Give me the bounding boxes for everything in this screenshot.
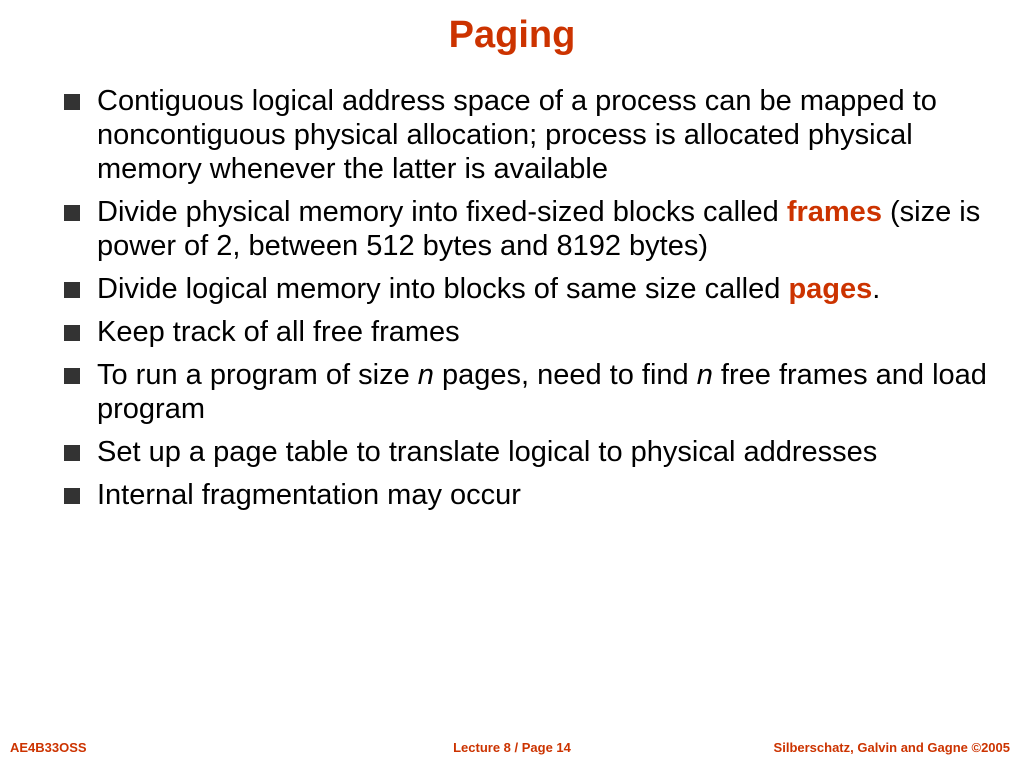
bullet-text: (size is power of 2, between 512 bytes and 8192 bytes) [97,196,981,262]
bullet-text: Contiguous logical address space of a process can be mapped to noncontiguous physical allocation; process is allocated physical memory whenever the latter is available [97,85,937,185]
bullet-text: free frames and load program [97,359,987,425]
square-bullet-icon [64,94,80,110]
footer-course-code: AE4B33OSS [10,740,87,755]
bullet-text: . [872,273,881,305]
italic-variable-n: n [417,359,434,391]
bullet-item-2 [62,195,992,263]
slide-title: Paging [448,14,576,56]
bullet-text: Set up a page table to translate logical to physical addresses [97,436,878,468]
bullet-item-3 [62,272,992,306]
square-bullet-icon [64,325,80,341]
bullet-item-1 [62,84,992,186]
footer-page-number: Lecture 8 / Page 14 [453,740,571,755]
footer-copyright: Silberschatz, Galvin and Gagne ©2005 [773,740,1010,755]
bullet-text: Internal fragmentation may occur [97,479,521,511]
square-bullet-icon [64,205,80,221]
bullet-item-7 [62,478,992,512]
highlight-term-frames: frames [786,196,882,228]
bullet-text: Keep track of all free frames [97,316,460,348]
square-bullet-icon [64,368,80,384]
bullet-text: Divide physical memory into fixed-sized blocks called [97,196,787,228]
bullet-text: To run a program of size [97,359,418,391]
bullet-list [62,84,992,521]
bullet-text: pages, need to find [433,359,697,391]
bullet-text: Divide logical memory into blocks of same size called [97,273,789,305]
highlight-term-pages: pages [788,273,873,305]
bullet-item-6 [62,435,992,469]
square-bullet-icon [64,445,80,461]
square-bullet-icon [64,282,80,298]
bullet-item-4 [62,315,992,349]
bullet-item-5 [62,358,992,426]
square-bullet-icon [64,488,80,504]
italic-variable-n: n [696,359,713,391]
